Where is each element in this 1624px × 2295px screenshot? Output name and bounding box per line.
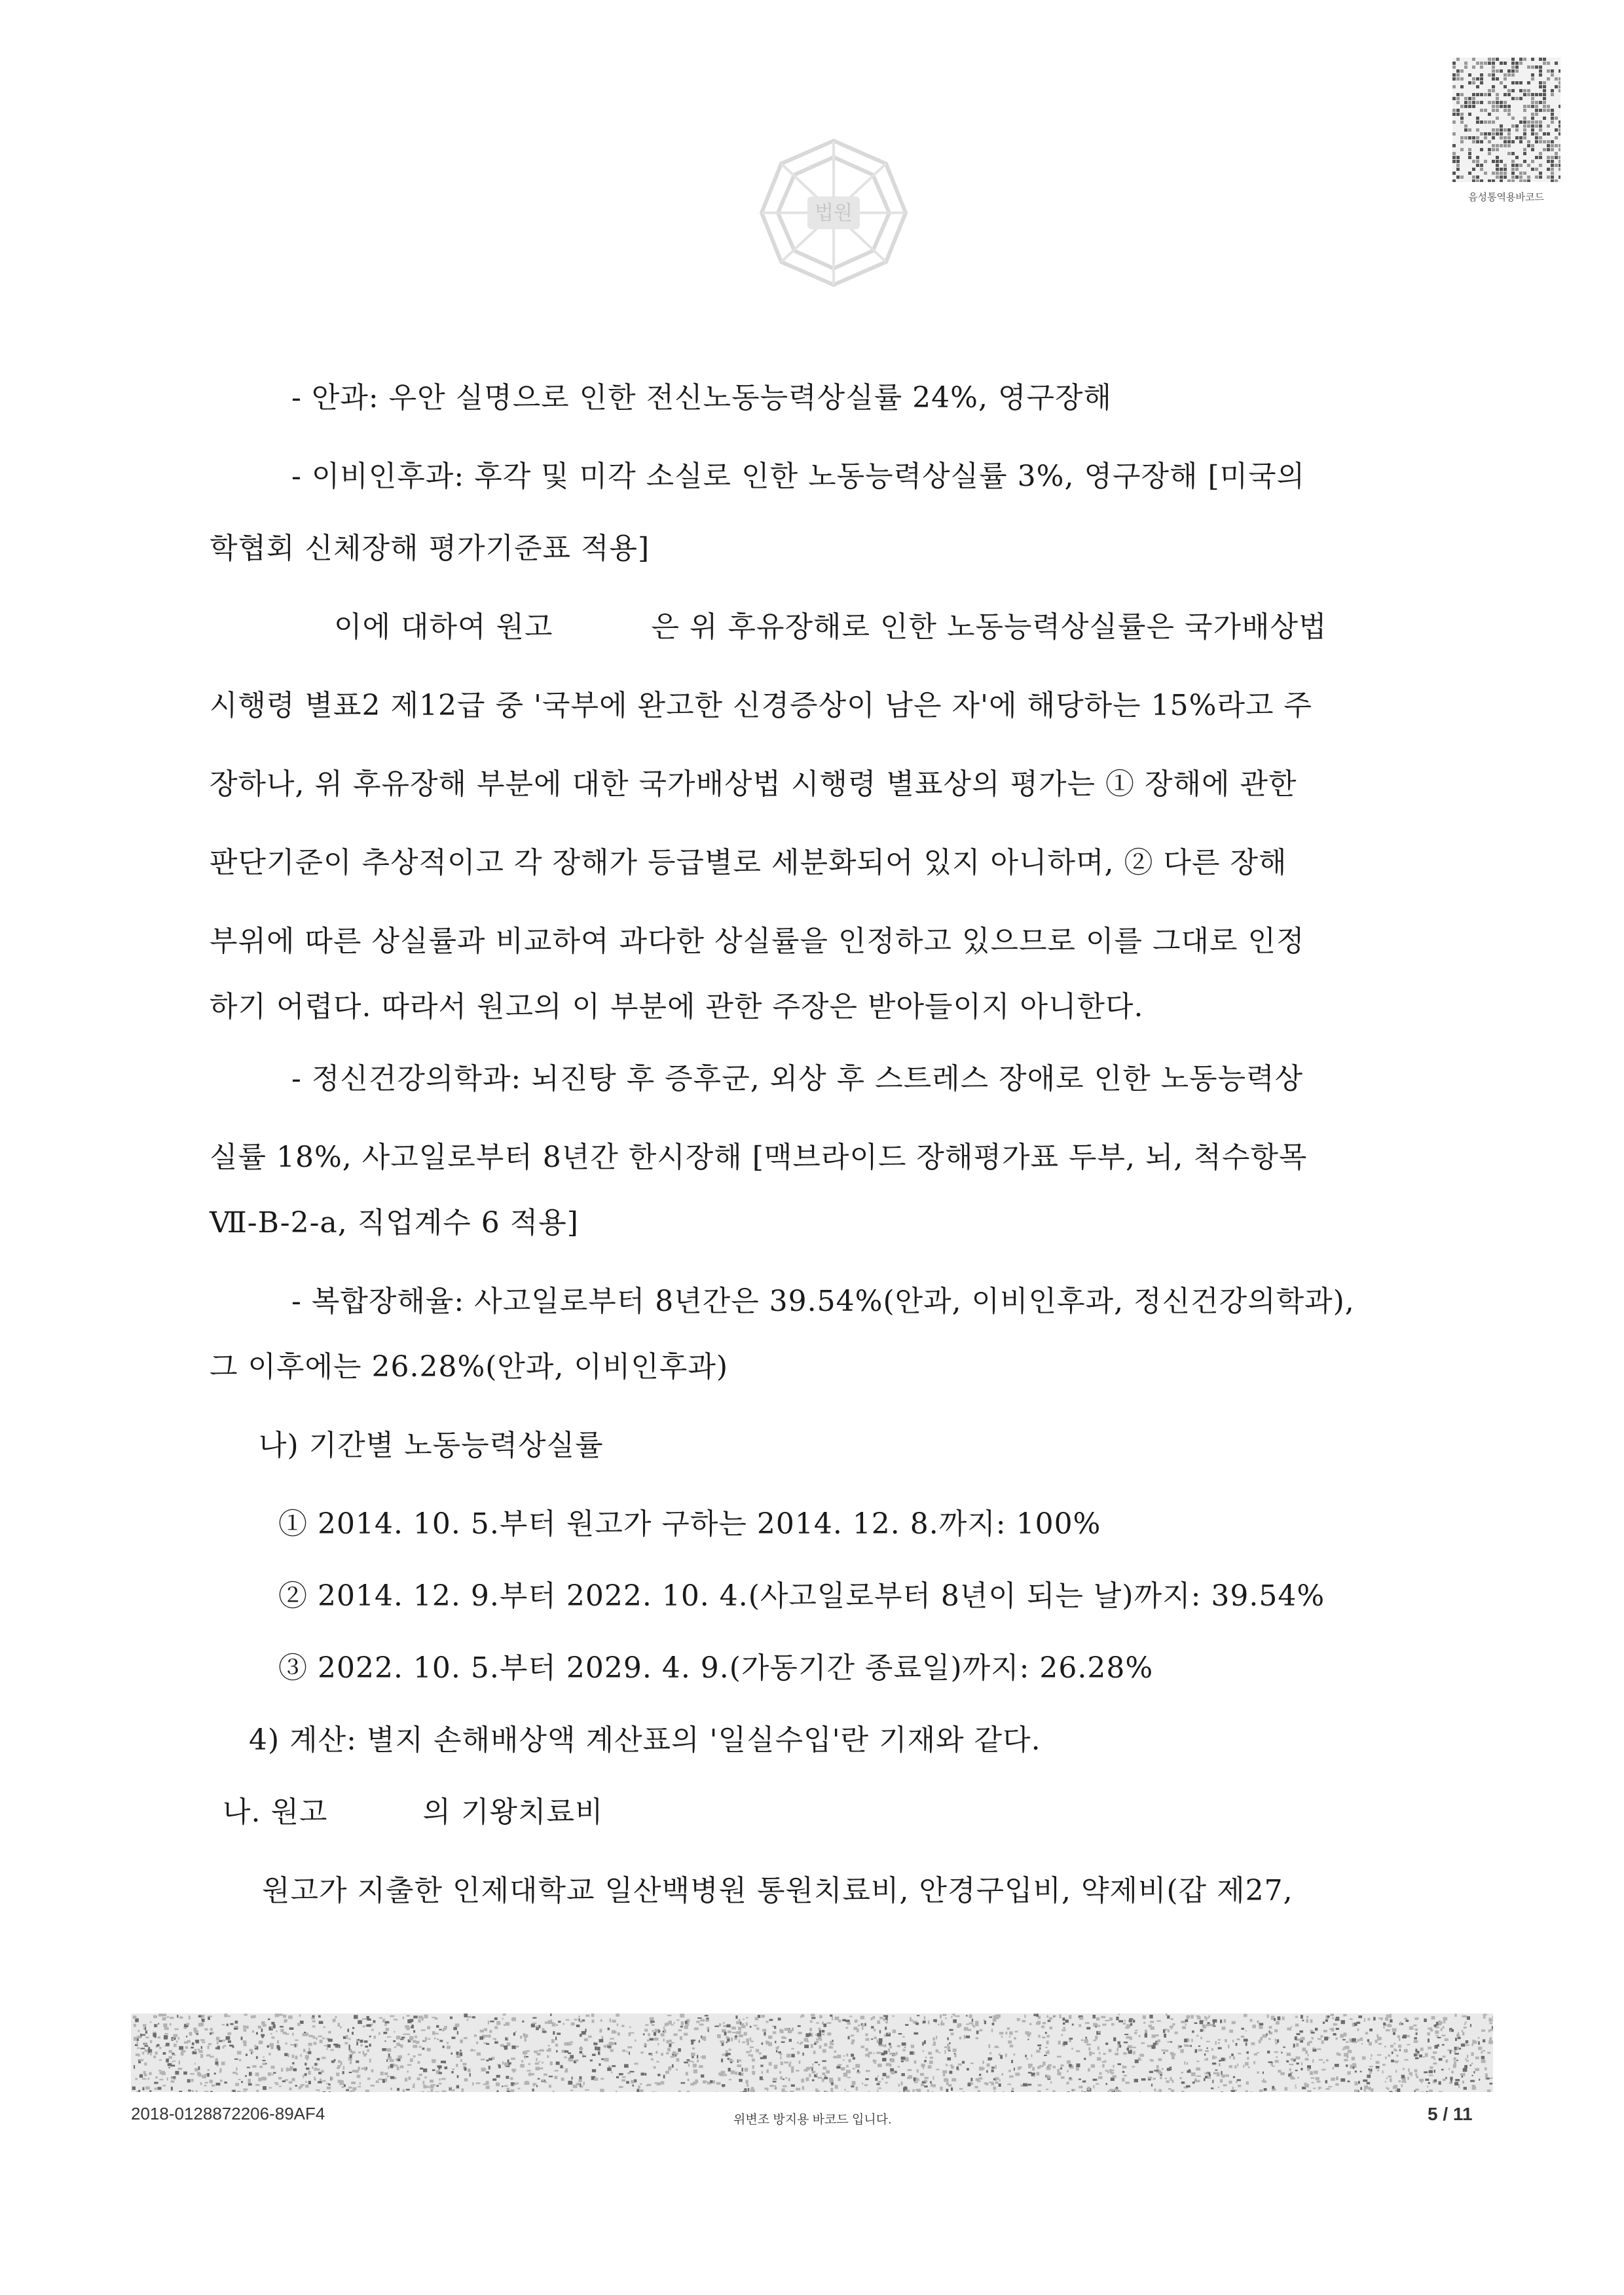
text-line-7: 판단기준이 추상적이고 각 장해가 등급별로 세분화되어 있지 아니하며, ② 다른 장해 xyxy=(210,846,1287,879)
text-line-9: 하기 어렵다. 따라서 원고의 이 부분에 관한 주장은 받아들이지 아니한다. xyxy=(210,990,1144,1023)
text-line-20b: 의 기왕치료비 xyxy=(422,1795,604,1829)
text-line-4 xyxy=(334,608,1327,647)
text-line-18: ③ 2022. 10. 5.부터 2029. 4. 9.(가동기간 종료일)까지: 26.28% xyxy=(278,1651,1154,1685)
barcode-note: 위변조 방지용 바코드 입니다. xyxy=(733,2113,892,2127)
text-line-4b: 은 위 후유장해로 인한 노동능력상실률은 국가배상법 xyxy=(651,610,1327,644)
text-line-1: - 안과: 우안 실명으로 인한 전신노동능력상실률 24%, 영구장해 xyxy=(291,381,1112,414)
text-line-13: - 복합장해율: 사고일로부터 8년간은 39.54%(안과, 이비인후과, 정신건강의학과), xyxy=(291,1285,1355,1318)
text-line-16: ① 2014. 10. 5.부터 원고가 구하는 2014. 12. 8.까지: 100% xyxy=(278,1507,1101,1541)
text-line-20a: 나. 원고 xyxy=(223,1795,328,1829)
text-line-20 xyxy=(223,1793,604,1832)
text-line-5: 시행령 별표2 제12급 중 '국부에 완고한 신경증상이 남은 자'에 해당하는 15%라고 주 xyxy=(210,689,1312,722)
text-line-14: 그 이후에는 26.28%(안과, 이비인후과) xyxy=(210,1350,729,1384)
text-line-19: 4) 계산: 별지 손해배상액 계산표의 '일실수입'란 기재와 같다. xyxy=(249,1723,1041,1757)
text-line-6: 장하나, 위 후유장해 부분에 대한 국가배상법 시행령 별표상의 평가는 ① 장해에 관한 xyxy=(210,767,1297,801)
text-line-10: - 정신건강의학과: 뇌진탕 후 증후군, 외상 후 스트레스 장애로 인한 노동능력상 xyxy=(291,1062,1304,1095)
text-line-21: 원고가 지출한 인제대학교 일산백병원 통원치료비, 안경구입비, 약제비(갑 제27, xyxy=(262,1874,1293,1907)
text-line-17: ② 2014. 12. 9.부터 2022. 10. 4.(사고일로부터 8년이 되는 날)까지: 39.54% xyxy=(278,1579,1325,1613)
text-line-15: 나) 기간별 노동능력상실률 xyxy=(259,1429,604,1462)
text-line-12: Ⅶ-B-2-a, 직업계수 6 적용] xyxy=(210,1206,579,1239)
page-number: 5 / 11 xyxy=(1428,2104,1473,2124)
text-line-11: 실률 18%, 사고일로부터 8년간 한시장해 [맥브라이드 장해평가표 두부, 뇌, 척수항목 xyxy=(210,1141,1308,1174)
text-line-4a: 이에 대하여 원고 xyxy=(334,610,553,644)
text-line-8: 부위에 따른 상실률과 비교하여 과다한 상실률을 인정하고 있으므로 이를 그대로 인정 xyxy=(210,925,1305,958)
text-line-2: - 이비인후과: 후각 및 미각 소실로 인한 노동능력상실률 3%, 영구장해 [미국의 xyxy=(291,460,1306,493)
qr-caption: 음성통역용바코드 xyxy=(1468,191,1544,203)
qr-code-icon xyxy=(1452,58,1560,182)
text-line-3: 학협회 신체장해 평가기준표 적용] xyxy=(210,532,650,565)
court-seal-watermark xyxy=(748,128,919,298)
seal-text: 법원 xyxy=(815,202,853,225)
anti-forgery-barcode xyxy=(131,2013,1493,2092)
document-id: 2018-0128872206-89AF4 xyxy=(131,2104,325,2123)
